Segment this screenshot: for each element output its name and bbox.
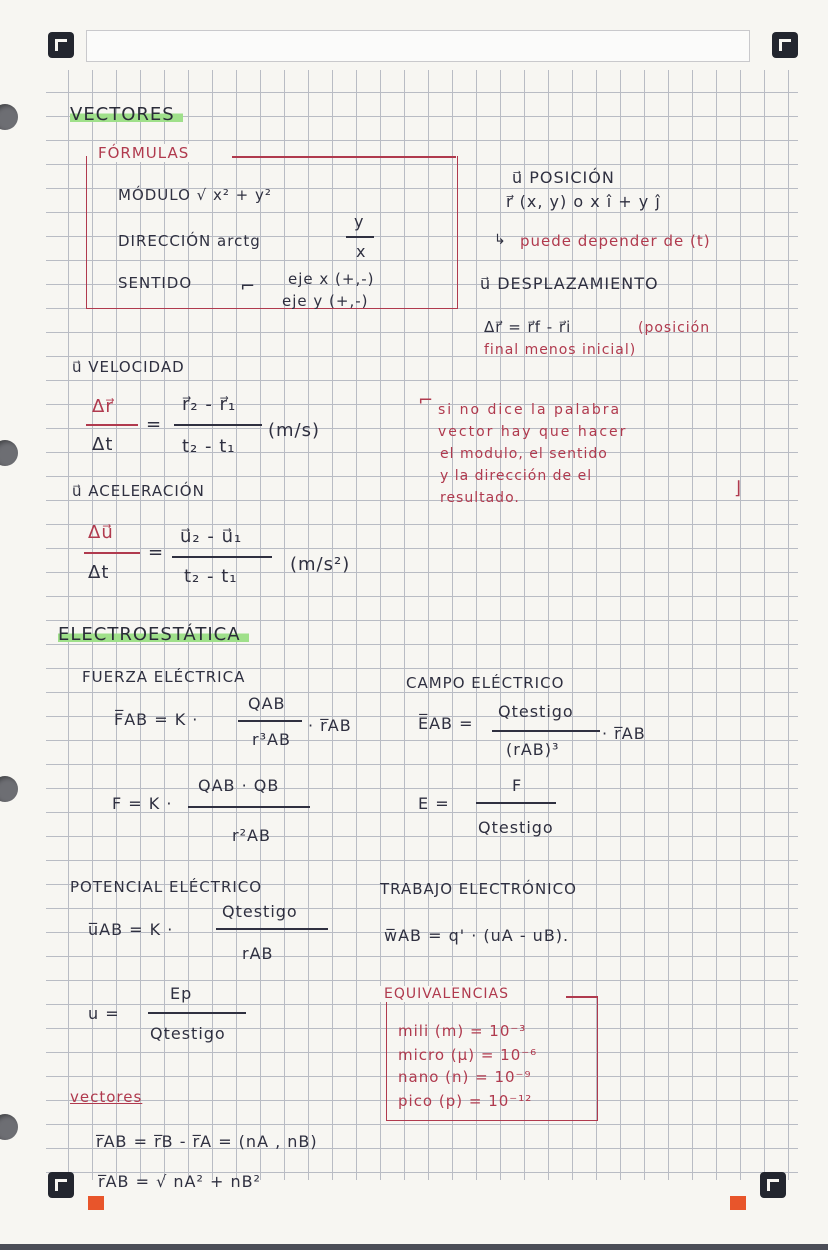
formulas-label: FÓRMULAS [94, 144, 193, 162]
fraction-bar [238, 720, 302, 722]
corner-mark-icon [772, 32, 798, 58]
modulo-formula: MÓDULO √ x² + y² [118, 186, 272, 204]
aceleracion-den-left: Δt [88, 562, 110, 583]
fuerza-num-2: QAB · QB [198, 776, 280, 795]
arrow-icon: ↳ [494, 232, 507, 248]
posicion-title: u⃗ POSICIÓN [512, 168, 615, 187]
trabajo-title: TRABAJO ELECTRÓNICO [380, 880, 577, 898]
posicion-formula: r⃗ (x, y) o x î + y ĵ [506, 192, 661, 211]
potencial-num-2: Ep [170, 984, 193, 1003]
equivalencias-title: EQUIVALENCIAS [380, 986, 513, 1002]
fraction-bar [476, 802, 556, 804]
vectores-line-1: r̅AB = r̅B - r̅A = (nA , nB) [96, 1132, 318, 1151]
fraction-bar [188, 806, 310, 808]
potencial-lhs: u̅AB = K · [88, 920, 174, 939]
note-line-4: y la dirección de el [440, 468, 593, 484]
vectores-subtitle: vectores [70, 1088, 143, 1106]
potencial-lhs-2: u = [88, 1004, 120, 1023]
fraction-bar [346, 236, 374, 238]
velocidad-unit: (m/s) [268, 420, 321, 441]
fraction-bar [216, 928, 328, 930]
sentido-y: eje y (+,-) [282, 292, 369, 310]
fuerza-num: QAB [248, 694, 286, 713]
equivalencia-item-2: micro (μ) = 10⁻⁶ [398, 1046, 538, 1064]
corner-mark-icon [48, 32, 74, 58]
campo-den-2: Qtestigo [478, 818, 554, 837]
campo-title: CAMPO ELÉCTRICO [406, 674, 565, 692]
fuerza-lhs-2: F = K · [112, 794, 173, 813]
velocidad-num-left: Δr⃗ [92, 396, 114, 417]
equivalencia-item-1: mili (m) = 10⁻³ [398, 1022, 527, 1040]
vectores-line-2: r̅AB = √ nA² + nB² [98, 1172, 261, 1191]
fraction-bar [172, 556, 272, 558]
equivalencia-item-4: pico (p) = 10⁻¹² [398, 1092, 533, 1110]
page-left-margin [0, 0, 46, 1250]
velocidad-den-left: Δt [92, 434, 114, 455]
section-title-electro: ELECTROESTÁTICA [58, 624, 249, 645]
campo-den: (rAB)³ [506, 740, 560, 759]
bracket-arrow-icon: ⌐ [240, 276, 257, 297]
direccion-numerator: y [354, 212, 365, 231]
equivalencias-box-top [566, 996, 598, 998]
page-bottom-edge [0, 1244, 828, 1250]
fuerza-den: r³AB [252, 730, 291, 749]
header-date-field [86, 30, 750, 62]
velocidad-num-right: r⃗₂ - r⃗₁ [182, 394, 237, 415]
note-line-3: el modulo, el sentido [440, 446, 608, 462]
corner-mark-icon [760, 1172, 786, 1198]
desplazamiento-note-2: final menos inicial) [484, 342, 637, 358]
orange-mark [730, 1196, 746, 1210]
fuerza-den-2: r²AB [232, 826, 271, 845]
campo-lhs: E̅AB = [418, 714, 474, 733]
aceleracion-num-right: u⃗₂ - u⃗₁ [180, 526, 243, 547]
fuerza-title: FUERZA ELÉCTRICA [82, 668, 246, 686]
direccion-denominator: x [356, 242, 367, 261]
desplazamiento-title: u⃗ DESPLAZAMIENTO [480, 274, 659, 293]
fuerza-lhs: F̅AB = K · [114, 710, 199, 729]
section-title-vectores: VECTORES [70, 104, 183, 125]
sentido-x: eje x (+,-) [288, 270, 375, 288]
note-line-1: si no dice la palabra [438, 402, 622, 418]
page-right-margin [798, 0, 828, 1250]
aceleracion-num-left: Δu⃗ [88, 522, 114, 543]
posicion-note: puede depender de (t) [520, 232, 711, 250]
equals-sign: = [146, 414, 163, 435]
campo-tail: · r̅AB [602, 724, 646, 743]
campo-lhs-2: E = [418, 794, 450, 813]
formulas-box-top [232, 156, 456, 158]
direccion-formula: DIRECCIÓN arctg [118, 232, 261, 250]
note-line-5: resultado. [440, 490, 520, 506]
aceleracion-unit: (m/s²) [290, 554, 351, 575]
note-bracket-end-icon: ⌋ [734, 478, 743, 499]
fraction-bar [84, 552, 140, 554]
equivalencia-item-3: nano (n) = 10⁻⁹ [398, 1068, 532, 1086]
velocidad-title: u⃗ VELOCIDAD [72, 358, 185, 376]
campo-num-2: F [512, 776, 523, 795]
desplazamiento-note-1: (posición [638, 320, 711, 336]
velocidad-den-right: t₂ - t₁ [182, 436, 236, 457]
fraction-bar [174, 424, 262, 426]
potencial-den: rAB [242, 944, 274, 963]
fuerza-tail: · r̅AB [308, 716, 352, 735]
fraction-bar [86, 424, 138, 426]
fraction-bar [148, 1012, 246, 1014]
fraction-bar [492, 730, 600, 732]
sentido-label: SENTIDO [118, 274, 193, 292]
equals-sign: = [148, 542, 165, 563]
aceleracion-title: u⃗ ACELERACIÓN [72, 482, 205, 500]
corner-mark-icon [48, 1172, 74, 1198]
potencial-den-2: Qtestigo [150, 1024, 226, 1043]
aceleracion-den-right: t₂ - t₁ [184, 566, 238, 587]
note-bracket-icon: ⌐ [418, 390, 435, 411]
trabajo-formula: w̅AB = q' · (uA - uB). [384, 926, 570, 945]
note-line-2: vector hay que hacer [438, 424, 628, 440]
campo-num: Qtestigo [498, 702, 574, 721]
potencial-num: Qtestigo [222, 902, 298, 921]
orange-mark [88, 1196, 104, 1210]
potencial-title: POTENCIAL ELÉCTRICO [70, 878, 263, 896]
desplazamiento-formula: Δr⃗ = r⃗f - r⃗i [484, 318, 572, 336]
